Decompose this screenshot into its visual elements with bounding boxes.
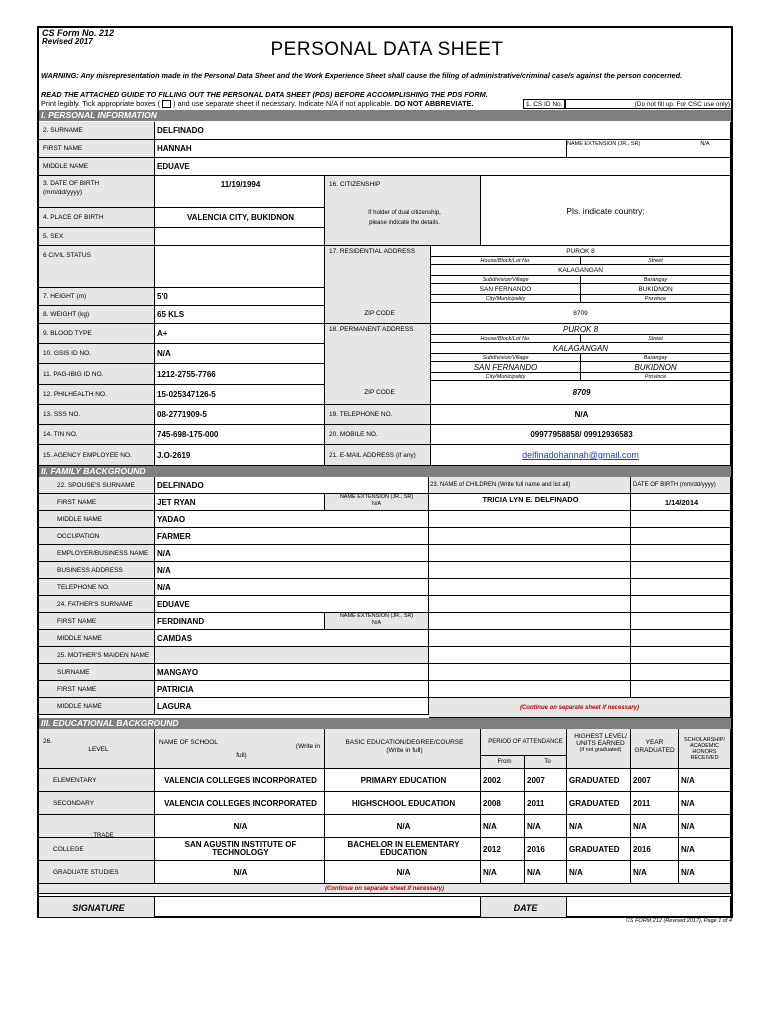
- edu-honors-cell[interactable]: N/A: [679, 792, 731, 815]
- edu-highest-header: [567, 729, 631, 769]
- father-surname-field[interactable]: EDUAVE: [155, 596, 429, 613]
- edu-school-cell[interactable]: N/A: [155, 861, 325, 884]
- edu-school-cell[interactable]: N/A: [155, 815, 325, 838]
- perm-street-label: Street: [581, 335, 731, 343]
- mother-middle-name-field[interactable]: LAGURA: [155, 698, 429, 715]
- dob-number: 3.: [43, 180, 49, 187]
- first-name-field[interactable]: HANNAH: [155, 140, 567, 158]
- edu-year-cell[interactable]: 2016: [631, 838, 679, 861]
- form-page-footer: CS FORM 212 (Revised 2017), Page 1 of 4: [625, 918, 732, 924]
- spouse-first-name-field[interactable]: JET RYAN: [155, 494, 325, 511]
- edu-to-cell[interactable]: 2007: [525, 769, 567, 792]
- philhealth-field[interactable]: 15-025347126-5: [155, 385, 325, 405]
- edu-course-cell[interactable]: N/A: [325, 815, 481, 838]
- father-ext-field[interactable]: [325, 613, 429, 630]
- res-house-label: House/Block/Lot No.: [431, 257, 581, 265]
- citizenship-label: [325, 176, 481, 246]
- edu-level-cell: SECONDARY: [39, 792, 155, 815]
- edu-period-header: PERIOD OF ATTENDANCE: [481, 729, 567, 756]
- form-revision: Revised 2017: [42, 37, 93, 46]
- signature-field[interactable]: [155, 896, 481, 918]
- spouse-ext-value: N/A: [371, 501, 382, 507]
- edu-school-sub: (Write in: [295, 743, 320, 750]
- gsis-label: 10. GSIS ID NO.: [39, 344, 155, 364]
- edu-year-header: YEAR GRADUATED: [631, 729, 679, 769]
- child-name-field[interactable]: [429, 528, 631, 545]
- name-extension-label: NAME EXTENSION (JR., SR): [567, 141, 641, 147]
- child-dob-field[interactable]: [631, 596, 731, 613]
- edu-to-cell[interactable]: N/A: [525, 815, 567, 838]
- perm-house-field[interactable]: PUROK 8: [431, 324, 731, 335]
- res-house-field[interactable]: PUROK 8: [431, 246, 731, 257]
- father-middle-name-label: MIDDLE NAME: [39, 630, 155, 647]
- pagibig-field[interactable]: 1212-2755-7766: [155, 364, 325, 385]
- res-zip-field[interactable]: 8709: [431, 303, 731, 324]
- spouse-first-name-label: FIRST NAME: [39, 494, 155, 511]
- perm-subdivision-label: Subdivision/Village: [431, 354, 581, 362]
- tin-field[interactable]: 745-698-175-000: [155, 425, 325, 445]
- edu-highest-cell[interactable]: N/A: [567, 815, 631, 838]
- spouse-middle-name-label: MIDDLE NAME: [39, 511, 155, 528]
- child-name-field[interactable]: TRICIA LYN E. DELFINADO: [429, 494, 631, 511]
- edu-school-cell[interactable]: VALENCIA COLLEGES INCORPORATED: [155, 769, 325, 792]
- children-dob-label: DATE OF BIRTH (mm/dd/yyyy): [631, 477, 731, 494]
- edu-course-label: BASIC EDUCATION/DEGREE/COURSE: [345, 739, 464, 746]
- edu-honors-cell[interactable]: N/A: [679, 838, 731, 861]
- instructions-c: DO NOT ABBREVIATE.: [394, 99, 474, 108]
- edu-course-header: [325, 729, 481, 769]
- agency-employee-field[interactable]: J.O-2619: [155, 445, 325, 466]
- edu-level-cell: ELEMENTARY: [39, 769, 155, 792]
- child-name-field[interactable]: [429, 511, 631, 528]
- child-dob-field[interactable]: [631, 511, 731, 528]
- perm-zip-field[interactable]: 8709: [431, 381, 731, 405]
- perm-barangay-field[interactable]: KALAGANGAN: [431, 343, 731, 354]
- pagibig-label: 11. PAG-IBIG ID NO.: [39, 364, 155, 385]
- sex-field[interactable]: [155, 228, 325, 246]
- edu-from-header: From: [481, 756, 525, 769]
- spouse-telephone-label: TELEPHONE NO.: [39, 579, 155, 596]
- first-name-field-label: FIRST NAME: [39, 140, 155, 158]
- citizenship-label-text: 16. CITIZENSHIP: [329, 181, 381, 188]
- mobile-field[interactable]: 09977958858/ 09912936583: [431, 425, 731, 445]
- cs-id-field[interactable]: (Do not fill up. For CSC use only): [565, 99, 733, 109]
- instructions-text: [41, 99, 474, 108]
- blood-type-field[interactable]: A+: [155, 324, 325, 344]
- edu-from-cell[interactable]: 2012: [481, 838, 525, 861]
- child-name-field[interactable]: [429, 613, 631, 630]
- gsis-field[interactable]: N/A: [155, 344, 325, 364]
- perm-city-label: City/Municipality: [431, 373, 581, 381]
- edu-to-cell[interactable]: 2016: [525, 838, 567, 861]
- edu-year-cell[interactable]: 2007: [631, 769, 679, 792]
- email-field[interactable]: delfinadohannah@gmail.com: [431, 445, 731, 466]
- spouse-telephone-field[interactable]: N/A: [155, 579, 429, 596]
- pds-form: [37, 26, 733, 918]
- mobile-label: 20. MOBILE NO.: [325, 425, 431, 445]
- employer-field[interactable]: N/A: [155, 545, 429, 562]
- mother-first-name-label: FIRST NAME: [39, 681, 155, 698]
- edu-to-cell[interactable]: 2011: [525, 792, 567, 815]
- instructions-a: Print legibly. Tick appropriate boxes (: [41, 99, 161, 108]
- father-surname-label: 24. FATHER'S SURNAME: [39, 596, 155, 613]
- perm-province-field[interactable]: BUKIDNON: [581, 362, 731, 373]
- email-label: 21. E-MAIL ADDRESS (if any): [325, 445, 431, 466]
- spouse-surname-field[interactable]: DELFINADO: [155, 477, 429, 494]
- child-name-field[interactable]: [429, 664, 631, 681]
- date-label: DATE: [481, 896, 567, 918]
- height-label: 7. HEIGHT (m): [39, 288, 155, 306]
- civil-status-field[interactable]: [155, 246, 325, 288]
- edu-from-cell[interactable]: N/A: [481, 861, 525, 884]
- edu-continue-note: (Continue on separate sheet if necessary): [39, 884, 731, 894]
- mother-maiden-name-field: [155, 647, 429, 664]
- edu-level-cell: COLLEGE: [39, 838, 155, 861]
- child-name-field[interactable]: [429, 630, 631, 647]
- height-field[interactable]: 5'0: [155, 288, 325, 306]
- middle-name-field[interactable]: EDUAVE: [155, 158, 731, 176]
- res-city-label: City/Municipality: [431, 295, 581, 303]
- father-ext-value: N/A: [371, 620, 382, 626]
- mother-middle-name-label: MIDDLE NAME: [39, 698, 155, 715]
- permanent-address-label: 18. PERMANENT ADDRESS: [325, 324, 431, 405]
- child-name-field[interactable]: [429, 596, 631, 613]
- occupation-field[interactable]: FARMER: [155, 528, 429, 545]
- edu-course-cell[interactable]: BACHELOR IN ELEMENTARY EDUCATION: [325, 838, 481, 861]
- edu-year-cell[interactable]: N/A: [631, 861, 679, 884]
- child-dob-field[interactable]: [631, 562, 731, 579]
- sss-label: 13. SSS NO.: [39, 405, 155, 425]
- children-label: 23. NAME of CHILDREN (Write full name and list all): [429, 477, 631, 494]
- child-dob-field[interactable]: [631, 647, 731, 664]
- edu-course-cell[interactable]: PRIMARY EDUCATION: [325, 769, 481, 792]
- child-dob-field[interactable]: [631, 545, 731, 562]
- spouse-surname-label: 22. SPOUSE'S SURNAME: [39, 477, 155, 494]
- edu-level-cell: GRADUATE STUDIES: [39, 861, 155, 884]
- edu-highest-sub: (if not graduated): [579, 747, 622, 753]
- child-dob-field[interactable]: [631, 613, 731, 630]
- child-name-field[interactable]: [429, 579, 631, 596]
- edu-honors-cell[interactable]: N/A: [679, 861, 731, 884]
- res-subdivision-label: Subdivision/Village: [431, 276, 581, 284]
- father-first-name-field[interactable]: FERDINAND: [155, 613, 325, 630]
- surname-field-label: 2. SURNAME: [39, 122, 155, 140]
- sex-label: 5. SEX: [39, 228, 155, 246]
- res-barangay-label: Barangay: [581, 276, 731, 284]
- res-street-label: Street: [581, 257, 731, 265]
- edu-to-cell[interactable]: N/A: [525, 861, 567, 884]
- edu-school-label: NAME OF SCHOOL: [159, 739, 218, 746]
- child-name-field[interactable]: [429, 681, 631, 698]
- dob-label-text: DATE OF BIRTH: [50, 180, 100, 187]
- edu-from-cell[interactable]: 2008: [481, 792, 525, 815]
- business-address-label: BUSINESS ADDRESS: [39, 562, 155, 579]
- civil-status-label: 6 CIVIL STATUS: [39, 246, 155, 288]
- child-dob-field[interactable]: [631, 630, 731, 647]
- edu-honors-cell[interactable]: N/A: [679, 769, 731, 792]
- father-middle-name-field[interactable]: CAMDAS: [155, 630, 429, 647]
- child-dob-field[interactable]: [631, 681, 731, 698]
- child-dob-field[interactable]: [631, 664, 731, 681]
- mother-maiden-name-label: 25. MOTHER'S MAIDEN NAME: [39, 647, 155, 664]
- dob-format: (mm/dd/yyyy): [43, 189, 82, 196]
- place-of-birth-field[interactable]: VALENCIA CITY, BUKIDNON: [155, 208, 325, 228]
- section-education: III. EDUCATIONAL BACKGROUND: [39, 718, 731, 729]
- signature-label: SIGNATURE: [39, 896, 155, 918]
- res-province-field[interactable]: BUKIDNON: [581, 284, 731, 295]
- tin-label: 14. TIN NO.: [39, 425, 155, 445]
- edu-no: 26.: [43, 738, 53, 745]
- edu-school-cell[interactable]: VALENCIA COLLEGES INCORPORATED: [155, 792, 325, 815]
- edu-school-header: [155, 729, 325, 769]
- edu-course-cell[interactable]: HIGHSCHOOL EDUCATION: [325, 792, 481, 815]
- sss-field[interactable]: 08-2771909-5: [155, 405, 325, 425]
- name-extension-value: N/A: [700, 141, 710, 147]
- edu-highest-cell[interactable]: GRADUATED: [567, 838, 631, 861]
- edu-level-cell: [39, 815, 155, 838]
- edu-level-header: [39, 729, 155, 769]
- edu-year-cell[interactable]: 2011: [631, 792, 679, 815]
- edu-from-cell[interactable]: N/A: [481, 815, 525, 838]
- weight-label: 8. WEIGHT (kg): [39, 306, 155, 324]
- occupation-label: OCCUPATION: [39, 528, 155, 545]
- blood-type-label: 9. BLOOD TYPE: [39, 324, 155, 344]
- page-title: PERSONAL DATA SHEET: [270, 39, 504, 60]
- date-of-birth-label: [39, 176, 155, 208]
- read-guide-text: READ THE ATTACHED GUIDE TO FILLING OUT THE PERSONAL DATA SHEET (PDS) BEFORE ACCOMPLISHING THE PDS FORM.: [41, 90, 488, 99]
- father-ext-label: NAME EXTENSION (JR., SR): [339, 613, 414, 619]
- mother-surname-label: SURNAME: [39, 664, 155, 681]
- edu-school-cell[interactable]: SAN AGUSTIN INSTITUTE OF TECHNOLOGY: [155, 838, 325, 861]
- section-personal: I. PERSONAL INFORMATION: [39, 110, 731, 121]
- edu-level-label: LEVEL: [88, 746, 109, 753]
- middle-name-field-label: MIDDLE NAME: [39, 158, 155, 176]
- telephone-label: 19. TELEPHONE NO.: [325, 405, 431, 425]
- weight-field[interactable]: 65 KLS: [155, 306, 325, 324]
- date-field[interactable]: [567, 896, 731, 918]
- edu-year-cell[interactable]: N/A: [631, 815, 679, 838]
- philhealth-label: 12. PHILHEALTH NO.: [39, 385, 155, 405]
- child-name-field[interactable]: [429, 647, 631, 664]
- edu-highest-label: HIGHEST LEVEL/ UNITS EARNED: [574, 733, 627, 747]
- spouse-middle-name-field[interactable]: YADAO: [155, 511, 429, 528]
- agency-employee-label: 15. AGENCY EMPLOYEE NO.: [39, 445, 155, 466]
- res-zip-label: ZIP CODE: [325, 303, 431, 324]
- cs-id-label: 1. CS ID No.: [523, 99, 565, 109]
- edu-honors-cell[interactable]: N/A: [679, 815, 731, 838]
- father-first-name-label: FIRST NAME: [39, 613, 155, 630]
- perm-zip-label: ZIP CODE: [325, 381, 431, 405]
- spouse-ext-label: NAME EXTENSION (JR., SR): [339, 494, 414, 500]
- dual-citizenship-b: please indicate the details.: [369, 220, 440, 226]
- edu-from-cell[interactable]: 2002: [481, 769, 525, 792]
- citizenship-country-field[interactable]: Pls. indicate country:: [481, 176, 731, 246]
- child-name-field[interactable]: [429, 562, 631, 579]
- child-name-field[interactable]: [429, 545, 631, 562]
- edu-highest-cell[interactable]: GRADUATED: [567, 792, 631, 815]
- form-number: CS Form No. 212: [42, 28, 115, 38]
- edu-trade-label: TRADE: [93, 833, 114, 838]
- edu-course-sub: (Write in full): [386, 747, 423, 754]
- warning-text: WARNING: Any misrepresentation made in the Personal Data Sheet and the Work Experience Sheet shall cause the filing of administrative/criminal case/s against the person concerned.: [41, 71, 683, 80]
- surname-field[interactable]: DELFINADO: [155, 122, 731, 140]
- edu-highest-cell[interactable]: GRADUATED: [567, 769, 631, 792]
- dual-citizenship-a: If holder of dual citizenship,: [368, 210, 441, 216]
- residential-address-label: 17. RESIDENTIAL ADDRESS: [325, 246, 431, 324]
- edu-highest-cell[interactable]: N/A: [567, 861, 631, 884]
- employer-label: EMPLOYER/BUSINESS NAME: [39, 545, 155, 562]
- res-barangay-field[interactable]: KALAGANGAN: [431, 265, 731, 276]
- res-city-field[interactable]: SAN FERNANDO: [431, 284, 581, 295]
- date-of-birth-field[interactable]: 11/19/1994: [155, 176, 325, 208]
- child-dob-field[interactable]: [631, 528, 731, 545]
- instructions-b: ) and use separate sheet if necessary. Indicate N/A if not applicable.: [173, 99, 393, 108]
- tick-box-sample: [162, 100, 171, 108]
- edu-school-full: full): [236, 752, 247, 759]
- edu-honors-header: SCHOLARSHIP/ ACADEMIC HONORS RECEIVED: [679, 729, 731, 769]
- children-continue-note: (Continue on separate sheet if necessary): [429, 698, 731, 718]
- perm-province-label: Province: [581, 373, 731, 381]
- perm-city-field[interactable]: SAN FERNANDO: [431, 362, 581, 373]
- section-family: II. FAMILY BACKGROUND: [39, 466, 731, 477]
- place-of-birth-label: 4. PLACE OF BIRTH: [39, 208, 155, 228]
- spouse-ext-field[interactable]: [325, 494, 429, 511]
- child-dob-field[interactable]: 1/14/2014: [631, 494, 731, 511]
- mother-surname-field[interactable]: MANGAYO: [155, 664, 429, 681]
- res-province-label: Province: [581, 295, 731, 303]
- edu-course-cell[interactable]: N/A: [325, 861, 481, 884]
- perm-barangay-label: Barangay: [581, 354, 731, 362]
- edu-to-header: To: [525, 756, 567, 769]
- telephone-field[interactable]: N/A: [431, 405, 731, 425]
- child-dob-field[interactable]: [631, 579, 731, 596]
- perm-house-label: House/Block/Lot No.: [431, 335, 581, 343]
- mother-first-name-field[interactable]: PATRICIA: [155, 681, 429, 698]
- business-address-field[interactable]: N/A: [155, 562, 429, 579]
